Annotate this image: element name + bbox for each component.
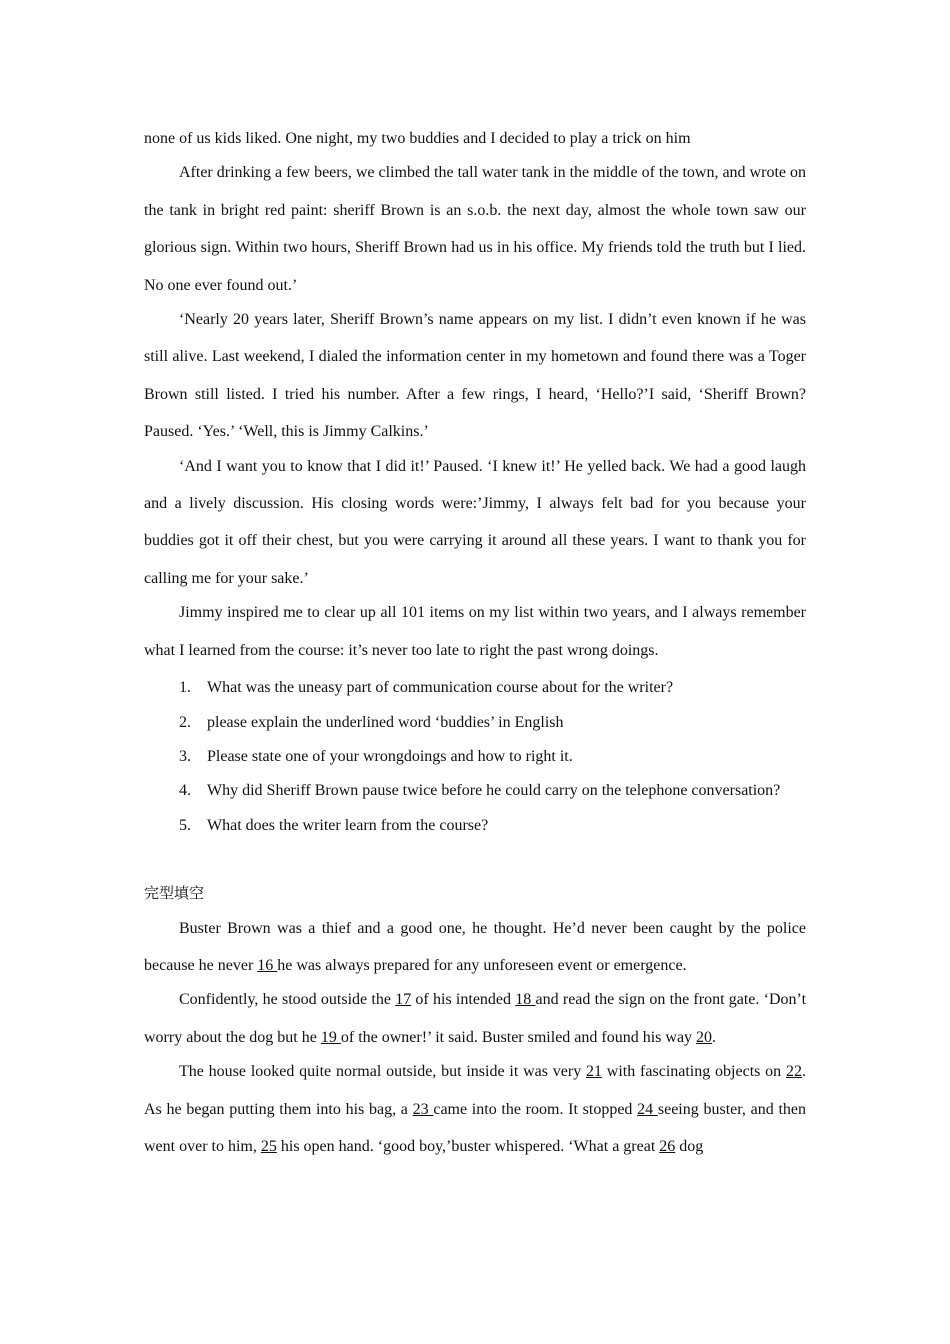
cloze-text: his open hand. ‘good boy,’buster whispered. ‘What a great xyxy=(276,1137,660,1155)
cloze-text: dog xyxy=(675,1137,704,1155)
cloze-text: came into the room. It stopped xyxy=(433,1100,638,1118)
cloze-blank-17: 17 xyxy=(395,991,412,1009)
passage-paragraph-1: After drinking a few beers, we climbed the tall water tank in the middle of the town, and wrote on the tank in bright red paint: sheriff Brown is an s.o.b. the next day, almost the whole town saw our glorious sign. Within two hours, Sheriff Brown had us in his office. My friends told the truth but I lied. No one ever found out.’ xyxy=(144,164,806,294)
passage-paragraph-3: ‘And I want you to know that I did it!’ Paused. ‘I knew it!’ He yelled back. We had a good laugh and a lively discussion. His closing words were:’Jimmy, I always felt bad for you because your buddies got it off their chest, but you were carrying it around all these years. I want to thank you for calling me for your sake.’ xyxy=(144,457,806,587)
cloze-blank-22: 22 xyxy=(785,1063,802,1081)
question-number: 2. xyxy=(179,713,191,731)
cloze-text: with fascinating objects on xyxy=(602,1063,786,1081)
question-item xyxy=(144,772,806,809)
cloze-text: . As he began putting them into his bag, a xyxy=(144,1063,806,1118)
question-number: 4. xyxy=(179,782,191,800)
question-text: What does the writer learn from the course? xyxy=(207,816,489,834)
cloze-text: Buster Brown was a thief and a good one, he thought. He’d never been caught by the police because he never xyxy=(144,919,806,974)
cloze-blank-21: 21 xyxy=(586,1063,602,1081)
cloze-blank-23: 23 xyxy=(412,1100,434,1118)
passage-paragraph-0: none of us kids liked. One night, my two buddies and I decided to play a trick on him xyxy=(144,130,691,147)
cloze-paragraph-3 xyxy=(144,1053,806,1165)
cloze-blank-18: 18 xyxy=(515,991,536,1009)
cloze-text: Confidently, he stood outside the xyxy=(179,991,396,1009)
question-item xyxy=(144,704,806,741)
cloze-text: of his intended xyxy=(411,991,516,1009)
cloze-blank-24: 24 xyxy=(637,1100,658,1118)
cloze-blank-26: 26 xyxy=(659,1137,676,1155)
question-list xyxy=(144,669,806,844)
cloze-text: seeing buster, and then went over to him, xyxy=(144,1100,807,1155)
question-item xyxy=(144,738,806,775)
cloze-paragraph-2 xyxy=(144,981,806,1056)
question-item xyxy=(144,807,806,844)
question-item xyxy=(144,669,806,706)
question-number: 5. xyxy=(179,816,191,834)
cloze-text: The house looked quite normal outside, but inside it was very xyxy=(179,1063,586,1081)
question-text: Why did Sheriff Brown pause twice before he could carry on the telephone conversation? xyxy=(207,782,781,800)
cloze-text: and read the sign on the front gate. ‘Don’t worry about the dog but he xyxy=(144,991,807,1046)
question-text: What was the uneasy part of communication course about for the writer? xyxy=(207,679,674,697)
passage-paragraph-4: Jimmy inspired me to clear up all 101 items on my list within two years, and I always remember what I learned from the course: it’s never too late to right the past wrong doings. xyxy=(144,604,806,659)
document-body xyxy=(144,120,806,1165)
cloze-blank-19: 19 xyxy=(320,1028,341,1046)
cloze-paragraph-1 xyxy=(144,910,806,985)
cloze-text: of the owner!’ it said. Buster smiled and found his way xyxy=(340,1028,697,1046)
question-text: Please state one of your wrongdoings and how to right it. xyxy=(207,747,573,765)
cloze-text: he was always prepared for any unforeseen event or emergence. xyxy=(277,956,687,974)
question-text: please explain the underlined word ‘buddies’ in English xyxy=(207,713,564,731)
cloze-blank-20: 20 xyxy=(696,1028,713,1046)
cloze-blank-16: 16 xyxy=(257,956,278,974)
question-number: 1. xyxy=(179,679,191,697)
section-title: 完型填空 xyxy=(144,884,205,903)
question-number: 3. xyxy=(179,747,191,765)
passage-paragraph-2: ‘Nearly 20 years later, Sheriff Brown’s name appears on my list. I didn’t even known if he was still alive. Last weekend, I dialed the information center in my hometown and found there was a Toger Brown still listed. I tried his number. After a few rings, I heard, ‘Hello?’I said, ‘Sheriff Brown? Paused. ‘Yes.’ ‘Well, this is Jimmy Calkins.’ xyxy=(144,311,806,441)
cloze-text: . xyxy=(712,1028,717,1046)
cloze-blank-25: 25 xyxy=(260,1137,277,1155)
